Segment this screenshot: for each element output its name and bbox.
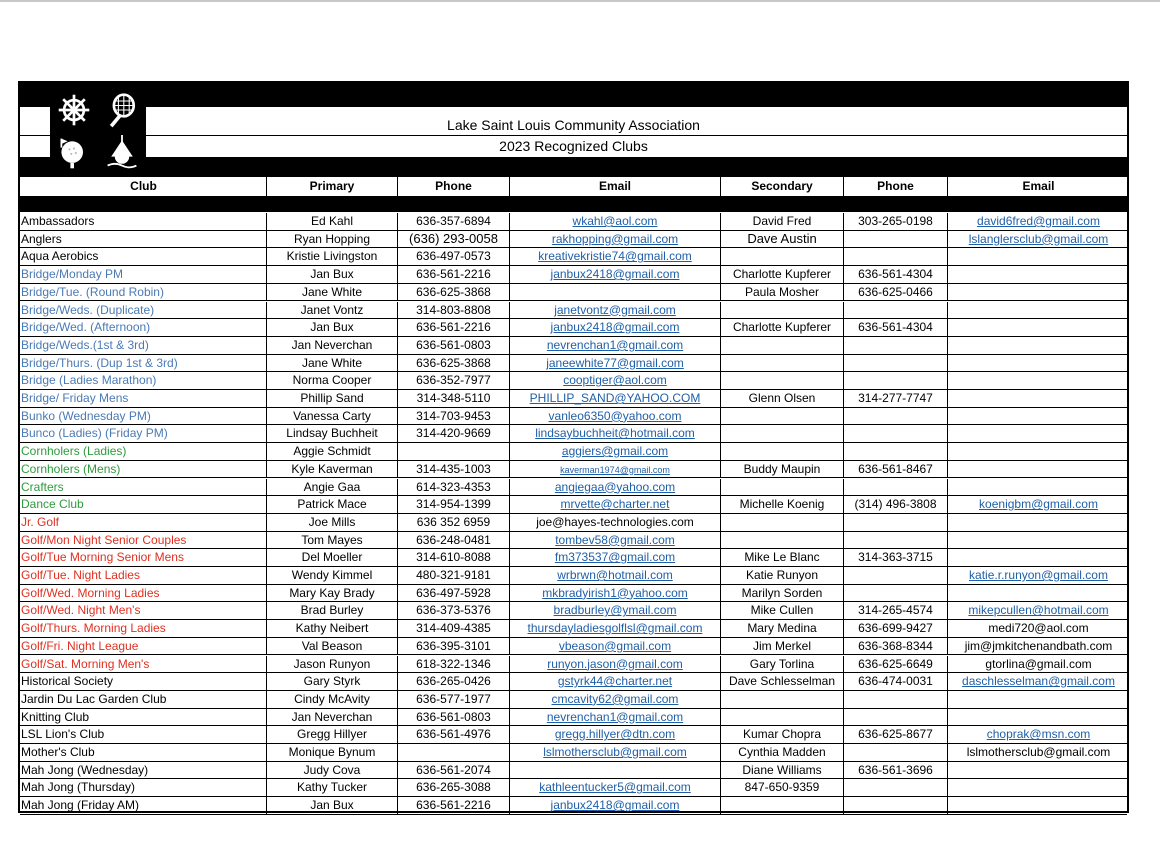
primary-contact: Kristie Livingston [267, 248, 398, 265]
secondary-email [948, 762, 1129, 779]
primary-contact: Aggie Schmidt [267, 443, 398, 460]
primary-phone [398, 443, 510, 460]
secondary-contact [721, 302, 844, 319]
club-name: Mah Jong (Thursday) [20, 779, 267, 796]
secondary-email [948, 797, 1129, 814]
secondary-contact [721, 479, 844, 496]
primary-contact: Gary Styrk [267, 673, 398, 690]
primary-phone: 618-322-1346 [398, 656, 510, 673]
primary-email[interactable]: nevrenchan1@gmail.com [510, 709, 721, 726]
secondary-contact: Kumar Chopra [721, 726, 844, 743]
secondary-phone: 314-265-4574 [844, 602, 948, 619]
primary-phone: 636-561-2216 [398, 266, 510, 283]
secondary-phone: 636-561-4304 [844, 319, 948, 336]
secondary-email [948, 691, 1129, 708]
secondary-email[interactable]: david6fred@gmail.com [977, 214, 1100, 228]
primary-email[interactable]: vanleo6350@yahoo.com [510, 408, 721, 425]
primary-phone: 314-703-9453 [398, 408, 510, 425]
primary-phone: 636 352 6959 [398, 514, 510, 531]
primary-contact: Tom Mayes [267, 532, 398, 549]
primary-phone: 636-265-0426 [398, 673, 510, 690]
club-name: Golf/Fri. Night League [20, 638, 267, 655]
table-row [20, 284, 1127, 302]
primary-phone: 636-561-0803 [398, 337, 510, 354]
club-name: LSL Lion's Club [20, 726, 267, 743]
secondary-phone [844, 337, 948, 354]
table-row [20, 319, 1127, 337]
header-band-middle [20, 157, 1127, 177]
secondary-email [948, 779, 1129, 796]
primary-email[interactable]: fm373537@gmail.com [510, 549, 721, 566]
header-band-bottom [20, 196, 1127, 212]
secondary-phone: 636-625-6649 [844, 656, 948, 673]
secondary-contact: Paula Mosher [721, 284, 844, 301]
primary-email[interactable]: kathleentucker5@gmail.com [510, 779, 721, 796]
primary-email[interactable]: janbux2418@gmail.com [510, 319, 721, 336]
club-name: Bridge/ Friday Mens [20, 390, 267, 407]
club-name: Golf/Thurs. Morning Ladies [20, 620, 267, 637]
secondary-phone: 303-265-0198 [844, 213, 948, 230]
primary-contact: Cindy McAvity [267, 691, 398, 708]
secondary-email[interactable]: mikepcullen@hotmail.com [968, 603, 1109, 618]
primary-phone: 636-625-3868 [398, 284, 510, 301]
secondary-contact [721, 709, 844, 726]
secondary-email [948, 532, 1129, 549]
secondary-contact: Diane Williams [721, 762, 844, 779]
primary-phone: 314-409-4385 [398, 620, 510, 637]
club-name: Mah Jong (Wednesday) [20, 762, 267, 779]
secondary-contact [721, 425, 844, 442]
secondary-email [948, 443, 1129, 460]
secondary-email [948, 302, 1129, 319]
table-row [20, 425, 1127, 443]
secondary-phone [844, 408, 948, 425]
club-name: Golf/Wed. Night Men's [20, 602, 267, 619]
primary-phone: 636-395-3101 [398, 638, 510, 655]
primary-contact: Kathy Tucker [267, 779, 398, 796]
primary-contact: Mary Kay Brady [267, 585, 398, 602]
club-name: Cornholers (Ladies) [20, 443, 267, 460]
primary-email[interactable]: PHILLIP_SAND@YAHOO.COM [510, 390, 721, 407]
primary-contact: Jan Bux [267, 797, 398, 814]
secondary-email [948, 461, 1129, 478]
primary-contact: Ed Kahl [267, 213, 398, 230]
secondary-phone [844, 691, 948, 708]
primary-email[interactable]: janbux2418@gmail.com [510, 797, 721, 814]
primary-email[interactable]: tombev58@gmail.com [510, 532, 721, 549]
secondary-contact [721, 248, 844, 265]
primary-phone: 614-323-4353 [398, 479, 510, 496]
club-name: Jr. Golf [20, 514, 267, 531]
primary-email[interactable]: wrbrwn@hotmail.com [510, 567, 721, 584]
primary-phone: 636-561-4976 [398, 726, 510, 743]
secondary-phone [844, 779, 948, 796]
secondary-phone [844, 372, 948, 389]
primary-contact: Monique Bynum [267, 744, 398, 761]
club-name: Golf/Mon Night Senior Couples [20, 532, 267, 549]
secondary-phone [844, 567, 948, 584]
primary-email[interactable]: angiegaa@yahoo.com [510, 479, 721, 496]
table-row [20, 567, 1127, 585]
club-name: Bunco (Ladies) (Friday PM) [20, 425, 267, 442]
table-row [20, 390, 1127, 408]
secondary-email [948, 425, 1129, 442]
secondary-email [948, 266, 1129, 283]
secondary-contact: Katie Runyon [721, 567, 844, 584]
primary-phone: 480-321-9181 [398, 567, 510, 584]
table-row [20, 266, 1127, 284]
primary-email[interactable]: thursdayladiesgolflsl@gmail.com [510, 620, 721, 637]
club-name: Bridge/Monday PM [20, 266, 267, 283]
primary-email[interactable]: aggiers@gmail.com [510, 443, 721, 460]
secondary-phone [844, 479, 948, 496]
secondary-phone [844, 532, 948, 549]
club-name: Ambassadors [20, 213, 267, 230]
secondary-email [948, 248, 1129, 265]
table-row [20, 779, 1127, 797]
column-header-row [20, 177, 1127, 196]
secondary-phone [844, 744, 948, 761]
primary-phone: 314-954-1399 [398, 496, 510, 513]
secondary-phone: 636-561-4304 [844, 266, 948, 283]
secondary-email [948, 709, 1129, 726]
club-name: Bridge/Wed. (Afternoon) [20, 319, 267, 336]
title-divider [20, 135, 1127, 136]
table-row [20, 549, 1127, 567]
secondary-email[interactable]: lslanglersclub@gmail.com [968, 231, 1109, 246]
secondary-phone: 314-363-3715 [844, 549, 948, 566]
primary-phone [398, 744, 510, 761]
header-band-top [20, 83, 1127, 107]
primary-contact: Brad Burley [267, 602, 398, 619]
secondary-email[interactable]: koenigbm@gmail.com [979, 497, 1098, 512]
secondary-email [948, 390, 1129, 407]
secondary-email [948, 549, 1129, 566]
club-name: Crafters [20, 479, 267, 496]
table-row [20, 408, 1127, 426]
secondary-email[interactable]: daschlesselman@gmail.com [962, 674, 1115, 689]
table-row [20, 797, 1127, 815]
secondary-contact: Mike Cullen [721, 602, 844, 619]
primary-contact: Jan Neverchan [267, 337, 398, 354]
secondary-email: jim@jmkitchenandbath.com [964, 638, 1113, 653]
secondary-phone [844, 355, 948, 372]
secondary-contact: Dave Austin [721, 231, 844, 248]
primary-email: joe@hayes-technologies.com [510, 514, 721, 531]
primary-contact: Judy Cova [267, 762, 398, 779]
club-name: Golf/Wed. Morning Ladies [20, 585, 267, 602]
club-name: Golf/Tue. Night Ladies [20, 567, 267, 584]
primary-phone: 636-497-5928 [398, 585, 510, 602]
secondary-phone [844, 443, 948, 460]
club-name: Mah Jong (Friday AM) [20, 797, 267, 814]
primary-phone: 636-497-0573 [398, 248, 510, 265]
primary-email[interactable]: lslmothersclub@gmail.com [510, 744, 721, 761]
secondary-contact: David Fred [721, 213, 844, 230]
primary-phone: 636-577-1977 [398, 691, 510, 708]
secondary-email [948, 355, 1129, 372]
col-primary: Primary [267, 177, 398, 196]
primary-email[interactable]: cooptiger@aol.com [510, 372, 721, 389]
top-edge-line [0, 0, 1160, 2]
table-row [20, 248, 1127, 266]
primary-email[interactable]: kaverman1974@gmail.com [510, 461, 721, 478]
table-row [20, 585, 1127, 603]
primary-contact: Patrick Mace [267, 496, 398, 513]
primary-contact: Vanessa Carty [267, 408, 398, 425]
table-row [20, 709, 1127, 727]
primary-contact: Norma Cooper [267, 372, 398, 389]
club-name: Golf/Sat. Morning Men's [20, 656, 267, 673]
association-logo [50, 87, 146, 175]
secondary-contact [721, 443, 844, 460]
primary-contact: Joe Mills [267, 514, 398, 531]
org-title: Lake Saint Louis Community Association [447, 117, 700, 133]
secondary-contact: 847-650-9359 [721, 779, 844, 796]
primary-contact: Jan Bux [267, 319, 398, 336]
secondary-phone: 636-625-0466 [844, 284, 948, 301]
primary-email[interactable]: janeewhite77@gmail.com [510, 355, 721, 372]
secondary-phone [844, 248, 948, 265]
table-row [20, 656, 1127, 674]
table-row [20, 372, 1127, 390]
club-name: Dance Club [20, 496, 267, 513]
secondary-email [948, 337, 1129, 354]
primary-phone: 314-803-8808 [398, 302, 510, 319]
club-name: Bridge/Weds.(1st & 3rd) [20, 337, 267, 354]
primary-contact: Wendy Kimmel [267, 567, 398, 584]
golf-ball-icon [52, 133, 96, 173]
secondary-contact [721, 797, 844, 814]
primary-phone: 636-265-3088 [398, 779, 510, 796]
primary-phone: 314-420-9669 [398, 425, 510, 442]
primary-email[interactable]: janbux2418@gmail.com [510, 266, 721, 283]
club-name: Anglers [20, 231, 267, 248]
table-row [20, 479, 1127, 497]
secondary-email [948, 585, 1129, 602]
primary-phone: 636-625-3868 [398, 355, 510, 372]
col-phone2: Phone [844, 177, 948, 196]
col-secondary: Secondary [721, 177, 844, 196]
primary-phone: 636-248-0481 [398, 532, 510, 549]
col-club: Club [20, 177, 267, 196]
table-row [20, 443, 1127, 461]
fishing-bobber-icon [100, 133, 144, 173]
secondary-contact [721, 691, 844, 708]
primary-email[interactable]: gstyrk44@charter.net [510, 673, 721, 690]
secondary-contact: Marilyn Sorden [721, 585, 844, 602]
secondary-email [948, 408, 1129, 425]
table-row [20, 602, 1127, 620]
tennis-racket-icon [100, 90, 144, 130]
roster-subtitle: 2023 Recognized Clubs [499, 138, 648, 154]
secondary-email: medi720@aol.com [988, 621, 1089, 636]
secondary-phone [844, 709, 948, 726]
club-name: Bridge (Ladies Marathon) [20, 372, 267, 389]
secondary-contact: Glenn Olsen [721, 390, 844, 407]
club-name: Historical Society [20, 673, 267, 690]
secondary-phone: 636-699-9427 [844, 620, 948, 637]
secondary-phone: 636-368-8344 [844, 638, 948, 655]
primary-contact: Jason Runyon [267, 656, 398, 673]
table-row [20, 231, 1127, 249]
primary-phone: (636) 293-0058 [398, 231, 510, 248]
secondary-email [948, 284, 1129, 301]
primary-email[interactable]: rakhopping@gmail.com [510, 231, 721, 248]
club-name: Golf/Tue Morning Senior Mens [20, 549, 267, 566]
secondary-contact: Mary Medina [721, 620, 844, 637]
primary-contact: Ryan Hopping [267, 231, 398, 248]
secondary-contact [721, 532, 844, 549]
primary-contact: Lindsay Buchheit [267, 425, 398, 442]
secondary-phone [844, 425, 948, 442]
secondary-contact [721, 355, 844, 372]
table-row [20, 691, 1127, 709]
secondary-phone: 636-561-8467 [844, 461, 948, 478]
secondary-contact: Cynthia Madden [721, 744, 844, 761]
primary-email[interactable]: mkbradyirish1@yahoo.com [510, 585, 721, 602]
primary-contact: Jane White [267, 355, 398, 372]
table-row [20, 726, 1127, 744]
club-name: Jardin Du Lac Garden Club [20, 691, 267, 708]
secondary-contact: Gary Torlina [721, 656, 844, 673]
club-name: Bridge/Tue. (Round Robin) [20, 284, 267, 301]
secondary-phone [844, 514, 948, 531]
table-row [20, 532, 1127, 550]
club-name: Mother's Club [20, 744, 267, 761]
primary-contact: Kathy Neibert [267, 620, 398, 637]
primary-contact: Angie Gaa [267, 479, 398, 496]
primary-phone: 636-561-2216 [398, 797, 510, 814]
table-row [20, 514, 1127, 532]
secondary-contact: Charlotte Kupferer [721, 266, 844, 283]
table-row [20, 673, 1127, 691]
primary-email [510, 284, 721, 301]
secondary-phone: 636-625-8677 [844, 726, 948, 743]
club-name: Bunko (Wednesday PM) [20, 408, 267, 425]
primary-email[interactable]: runyon.jason@gmail.com [510, 656, 721, 673]
primary-phone: 314-348-5110 [398, 390, 510, 407]
club-name: Bridge/Weds. (Duplicate) [20, 302, 267, 319]
table-row [20, 638, 1127, 656]
secondary-email[interactable]: choprak@msn.com [986, 727, 1091, 742]
secondary-phone: 636-561-3696 [844, 762, 948, 779]
table-row [20, 302, 1127, 320]
secondary-contact [721, 514, 844, 531]
primary-email [510, 762, 721, 779]
primary-phone: 314-610-8088 [398, 549, 510, 566]
secondary-email [948, 514, 1129, 531]
primary-contact: Jan Bux [267, 266, 398, 283]
table-row [20, 461, 1127, 479]
primary-email[interactable]: cmcavity62@gmail.com [510, 691, 721, 708]
table-row [20, 496, 1127, 514]
primary-contact: Janet Vontz [267, 302, 398, 319]
secondary-phone [844, 231, 948, 248]
club-name: Bridge/Thurs. (Dup 1st & 3rd) [20, 355, 267, 372]
secondary-email [948, 319, 1129, 336]
secondary-email: gtorlina@gmail.com [985, 656, 1092, 671]
primary-email[interactable]: gregg.hillyer@dtn.com [510, 726, 721, 743]
primary-email[interactable]: kreativekristie74@gmail.com [510, 248, 721, 265]
table-row [20, 337, 1127, 355]
secondary-contact: Buddy Maupin [721, 461, 844, 478]
secondary-contact: Dave Schlesselman [721, 673, 844, 690]
primary-email[interactable]: nevrenchan1@gmail.com [510, 337, 721, 354]
primary-email[interactable]: janetvontz@gmail.com [510, 302, 721, 319]
primary-contact: Jan Neverchan [267, 709, 398, 726]
primary-contact: Del Moeller [267, 549, 398, 566]
club-name: Knitting Club [20, 709, 267, 726]
secondary-contact: Mike Le Blanc [721, 549, 844, 566]
secondary-email: lslmothersclub@gmail.com [966, 745, 1111, 759]
primary-phone: 636-561-2216 [398, 319, 510, 336]
secondary-contact [721, 372, 844, 389]
secondary-contact [721, 337, 844, 354]
ship-wheel-icon [52, 90, 96, 130]
primary-email[interactable]: wkahl@aol.com [510, 213, 721, 230]
primary-phone: 636-352-7977 [398, 372, 510, 389]
secondary-email[interactable]: katie.r.runyon@gmail.com [969, 568, 1108, 582]
secondary-contact: Jim Merkel [721, 638, 844, 655]
table-row [20, 762, 1127, 780]
primary-phone: 636-561-2074 [398, 762, 510, 779]
primary-phone: 636-373-5376 [398, 602, 510, 619]
secondary-email [948, 372, 1129, 389]
secondary-contact: Charlotte Kupferer [721, 319, 844, 336]
secondary-email [948, 479, 1129, 496]
col-email2: Email [1022, 179, 1055, 193]
primary-contact: Jane White [267, 284, 398, 301]
secondary-phone: 314-277-7747 [844, 390, 948, 407]
club-name: Aqua Aerobics [20, 248, 267, 265]
primary-email[interactable]: mrvette@charter.net [510, 496, 721, 513]
primary-email[interactable]: vbeason@gmail.com [510, 638, 721, 655]
primary-contact: Kyle Kaverman [267, 461, 398, 478]
col-phone: Phone [398, 177, 510, 196]
secondary-phone: (314) 496-3808 [844, 496, 948, 513]
secondary-phone [844, 797, 948, 814]
table-row [20, 744, 1127, 762]
table-row [20, 355, 1127, 373]
secondary-contact [721, 408, 844, 425]
secondary-contact: Michelle Koenig [721, 496, 844, 513]
col-email: Email [510, 177, 721, 196]
table-row [20, 213, 1127, 231]
primary-email[interactable]: bradburley@ymail.com [510, 602, 721, 619]
primary-contact: Phillip Sand [267, 390, 398, 407]
primary-phone: 636-357-6894 [398, 213, 510, 230]
primary-phone: 636-561-0803 [398, 709, 510, 726]
secondary-phone [844, 585, 948, 602]
secondary-phone: 636-474-0031 [844, 673, 948, 690]
secondary-phone [844, 302, 948, 319]
primary-contact: Val Beason [267, 638, 398, 655]
club-roster-sheet [18, 81, 1129, 813]
table-row [20, 620, 1127, 638]
primary-contact: Gregg Hillyer [267, 726, 398, 743]
club-name: Cornholers (Mens) [20, 461, 267, 478]
primary-email[interactable]: lindsaybuchheit@hotmail.com [510, 425, 721, 442]
primary-phone: 314-435-1003 [398, 461, 510, 478]
